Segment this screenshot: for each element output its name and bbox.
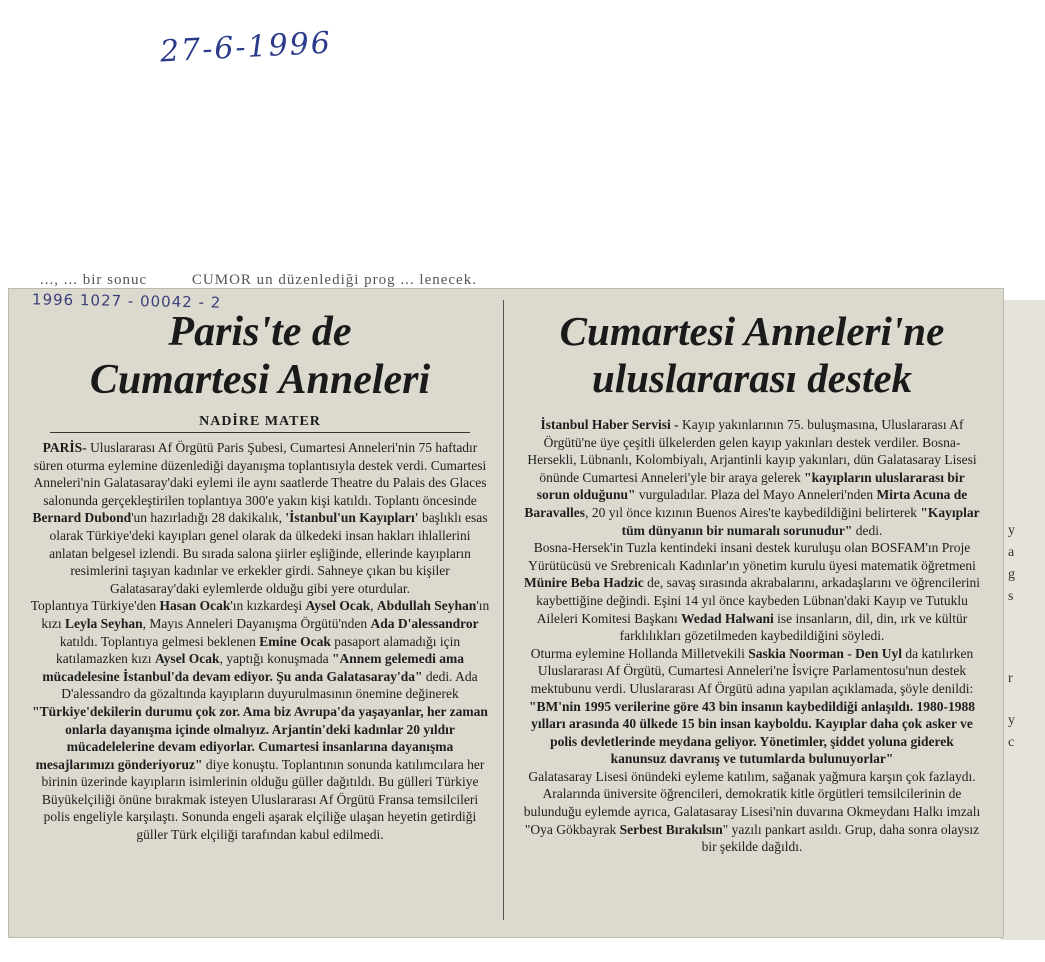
- quote: "Annem gelemedi ama mücadelesine İstanbul'da devam ediyor. Şu anda Galatasaray'da": [42, 651, 465, 684]
- text-run: ,: [370, 598, 377, 614]
- text-run: , 20 yıl önce kızının Buenos Aires'te kaybedildiğini belirterek: [585, 504, 921, 520]
- right-paragraph-3: [522, 645, 982, 768]
- left-headline-line1: Paris'te de: [168, 309, 352, 355]
- left-article: [30, 300, 490, 844]
- text-run: , yaptığı konuşmada: [219, 651, 333, 667]
- edge-fragment: c: [1008, 735, 1015, 750]
- news-source: İstanbul Haber Servisi -: [540, 417, 679, 432]
- torn-fragment-right: CUMOR un düzenlediği prog ... lenecek.: [191, 272, 477, 288]
- text-run: dedi. Ada D'alessandro da gözaltında kayıpların duyurulmasının önemine değinerek: [61, 668, 478, 702]
- right-headline: [522, 308, 982, 402]
- adjacent-clipping-edge: [1000, 300, 1045, 940]
- handwritten-date: 27-6-1996: [159, 25, 333, 70]
- text-run: da katılırken Uluslararası Af Örgütü, Cumartesi Anneleri'ne İsviçre Parlamentosu'nun destek mektubunu verdi. Uluslararası Af Örgütü adına yapılan açıklamada, şöyle denildi:: [530, 645, 974, 696]
- text-run: Toplantıya Türkiye'den: [30, 598, 160, 614]
- text-run: katıldı. Toplantıya gelmesi beklenen: [59, 633, 260, 649]
- text-run: Oturma eylemine Hollanda Milletvekili: [530, 645, 749, 661]
- edge-fragment: a: [1008, 545, 1015, 560]
- right-headline-line2: uluslararası destek: [591, 355, 913, 401]
- person-name: Wedad Halwani: [681, 610, 774, 626]
- edge-fragment: g: [1008, 567, 1015, 582]
- film-title: 'İstanbul'un Kayıpları': [285, 510, 419, 526]
- left-headline-line2: Cumartesi Anneleri: [89, 357, 431, 403]
- text-run: pasaport alamadığı için katılamazken kızı: [55, 633, 461, 667]
- text-run: Kayıp yakınlarının 75. buluşmasına, Uluslararası Af Örgütü'ne üye çeşitli ülkelerden gelen kayıp yakınları destek verdiler. Bosna-Hersekli, Lübnanlı, Kolombiyalı, Arjantinli kayıp yakınları, dün Galatasaray Lisesi önünde Cumartesi Anneleri'yle bir araya gelerek: [527, 417, 977, 485]
- torn-fragment-left: ..., ... bir sonuc: [40, 272, 148, 288]
- text-run: " yazılı pankart asıldı. Grup, daha sonra olaysız bir şekilde dağıldı.: [701, 821, 980, 855]
- left-paragraph-1: [30, 439, 490, 597]
- person-name: Leyla Seyhan: [64, 615, 143, 631]
- person-name: Saskia Noorman - Den Uyl: [748, 645, 902, 661]
- text-run: Uluslararası Af Örgütü Paris Şubesi, Cumartesi Anneleri'nin 75 haftadır süren oturma eylemine düzenlediği dayanışma toplantısıyla destek verdi. Cumartesi Anneleri'nin Galatasaray'daki eylemi ile aynı saatlerde Theatre du Palais des Glaces salonunda gerçekleştirilen toplantıya 300'e yakın kişi katıldı. Toplantı öncesinde: [33, 440, 487, 508]
- text-run: 'ın kızkardeşi: [230, 598, 306, 614]
- right-headline-line1: Cumartesi Anneleri'ne: [559, 308, 945, 354]
- quote: "BM'nin 1995 verilerine göre 43 bin insanın kaybedildiği anlaşıldı. 1980-1988 yılları arasında 40 ülkede 15 bin insan kayboldu. Kayıplar daha çok asker ve polis devletlerinde meydana geliyor. Yönetimler, şiddet yoluna giderek kanunsuz davranış ve tutumlarda bulunuyorlar": [528, 698, 976, 767]
- right-paragraph-4: [522, 768, 982, 856]
- text-run: dedi.: [852, 522, 883, 538]
- right-article: [522, 300, 982, 856]
- adjacent-column-fragments: [1008, 520, 1015, 754]
- right-paragraph-1: [522, 416, 982, 539]
- edge-fragment: r: [1008, 671, 1013, 686]
- edge-fragment: y: [1008, 523, 1015, 538]
- person-name: Ada D'alessandror: [370, 615, 479, 631]
- right-paragraph-2: [522, 539, 982, 645]
- text-run: ise insanların, dil, din, ırk ve kültür farklılıkları gözetilmeden kaybedildiğini söyledi.: [619, 610, 968, 644]
- person-name: Hasan Ocak: [159, 598, 231, 614]
- text-run: Galatasaray Lisesi önündeki eyleme katılım, sağanak yağmura karşın çok fazlaydı. Aralarında üniversite öğrencileri, demokratik kitle örgütleri temsilcilerinin de bulunduğu eylemde ayrıca, Galatasaray Lisesi'nin duvarına Okmeydanı Halkı imzalı "Oya Gökbayrak: [523, 768, 981, 837]
- text-run: de, savaş sırasında akrabalarını, arkadaşlarını ve öğrencilerini kaybettiğine değindi. Eşini 14 yıl önce kaybeden Lübnan'daki Kayıp ve Tutuklu Aileleri Komitesi Başkanı: [536, 575, 980, 626]
- person-name: Aysel Ocak: [154, 651, 220, 667]
- text-run: 'un hazırladığı 28 dakikalık,: [131, 510, 286, 526]
- left-headline: [30, 308, 490, 404]
- byline: NADİRE MATER: [50, 414, 470, 433]
- person-name: Abdullah Seyhan: [376, 598, 477, 614]
- person-name: Münire Beba Hadzic: [524, 575, 644, 591]
- person-name: Aysel Ocak: [305, 598, 371, 614]
- quote: "kayıpların uluslararası bir sorun olduğunu": [536, 469, 965, 503]
- person-name: Bernard Dubond: [32, 510, 132, 526]
- left-paragraph-2: [30, 597, 490, 843]
- text-run: Bosna-Hersek'in Tuzla kentindeki insani destek kuruluşu olan BOSFAM'ın Proje Yürütücüsü ve Srebrenicalı Kadınlar'ın yönetim kurulu üyesi matematik öğretmeni: [528, 540, 976, 573]
- text-run: diye konuştu. Toplantının sonunda katılımcılara her birinin üzerinde kayıpların isimlerinin olduğu güller dağıtıldı. Bu gülleri Türkiye Büyükelçiliği önüne bırakmak isteyen Uluslararası Af Örgütü Fransa temsilcileri polis engeliyle karşılaştı. Sonunda engeli aşarak elçiliğe ulaşan heyetin getirdiği güller Türk elçiliği tarafından kabul edilmedi.: [41, 756, 485, 843]
- archive-code-stamp: 1996 1027 - 00042 - 2: [31, 290, 222, 312]
- text-run: başlıklı esas olarak Türkiye'deki kayıpları genel olarak da ülkedeki insan hakları ihlallerini anlatan belgesel izlendi. Bu sırada salona şiirler eşliğinde, ellerinde kayıpların resimlerini taşıyan kadınlar ve erkekler girdi. Sahneye çıkan bu kişiler Galatasaray'daki eylemlerde olduğu gibi yere oturdular.: [49, 510, 488, 596]
- banner-text: Serbest Bırakılsın: [619, 821, 723, 837]
- text-run: 'ın kızı: [41, 598, 490, 631]
- quote: "Kayıplar tüm dünyanın bir numaralı sorunudur": [621, 504, 980, 538]
- dateline: PARİS-: [42, 440, 87, 455]
- edge-fragment: s: [1008, 589, 1014, 604]
- edge-fragment: y: [1008, 713, 1015, 728]
- quote: "Türkiye'dekilerin durumu çok zor. Ama biz Avrupa'da yaşayanlar, her zaman onlarla dayanışma içinde olmalıyız. Arjantin'deki kadınlar 20 yıldır mücadelelerine devam ediyorlar. Cumartesi insanlarına dayanışma mesajlarımızı gönderiyoruz": [32, 703, 488, 772]
- column-divider: [503, 300, 504, 920]
- text-run: , Mayıs Anneleri Dayanışma Örgütü'nden: [142, 615, 371, 631]
- person-name: Emine Ocak: [259, 633, 331, 649]
- person-name: Mirta Acuna de Baravalles: [524, 487, 968, 520]
- text-run: vurguladılar. Plaza del Mayo Anneleri'nden: [635, 487, 877, 503]
